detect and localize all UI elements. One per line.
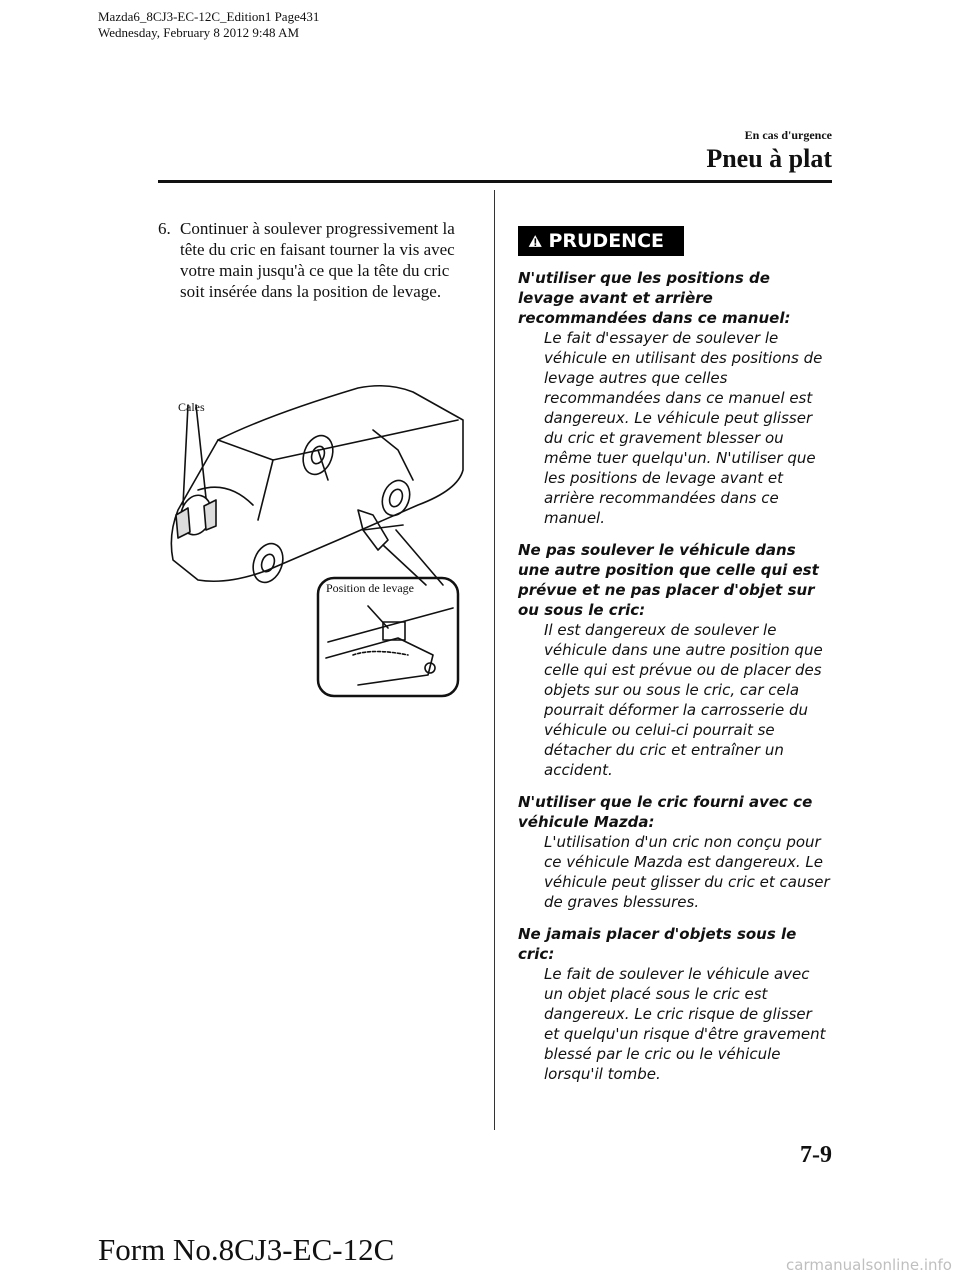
form-number: Form No.8CJ3-EC-12C xyxy=(98,1232,395,1267)
step-number: 6. xyxy=(158,219,171,238)
caution-item xyxy=(518,792,830,912)
print-header xyxy=(98,9,319,41)
label-jack-point: Position de levage xyxy=(326,581,414,595)
step-instruction xyxy=(158,218,478,302)
caution-badge xyxy=(518,226,684,256)
page-title: Pneu à plat xyxy=(706,144,832,173)
jack-illustration xyxy=(158,380,468,700)
print-header-date: Wednesday, February 8 2012 9:48 AM xyxy=(98,25,300,40)
caution-item xyxy=(518,924,830,1084)
caution-item xyxy=(518,540,830,780)
column-divider xyxy=(494,190,495,1130)
step-text: Continuer à soulever progressivement la tête du cric en faisant tourner la vis avec votre main jusqu'à ce que la tête du cric soit insérée dans la position de levage. xyxy=(180,219,455,301)
caution-box xyxy=(518,226,830,1084)
caution-heading: N'utiliser que le cric fourni avec ce véhicule Mazda: xyxy=(518,793,813,831)
caution-heading: Ne jamais placer d'objets sous le cric: xyxy=(518,925,797,963)
page-number: 7-9 xyxy=(800,1142,832,1168)
caution-heading: N'utiliser que les positions de levage avant et arrière recommandées dans ce manuel: xyxy=(518,269,791,327)
watermark: carmanualsonline.info xyxy=(786,1256,952,1274)
caution-badge-label: PRUDENCE xyxy=(548,230,664,252)
caution-body: Le fait de soulever le véhicule avec un objet placé sous le cric est dangereux. Le cric risque de glisser et quelqu'un risque d'être gravement blessé par le cric ou le véhicule lorsqu'il tombe. xyxy=(544,965,826,1083)
print-header-file: Mazda6_8CJ3-EC-12C_Edition1 Page431 xyxy=(98,9,320,24)
label-chocks: Cales xyxy=(178,400,205,414)
warning-icon xyxy=(528,231,542,251)
caution-body: Le fait d'essayer de soulever le véhicule en utilisant des positions de levage autres que celles recommandées dans ce manuel est dangereux. Le véhicule peut glisser du cric et gravement blesser ou même tuer quelqu'un. N'utiliser que les positions de levage avant et arrière recommandées dans ce manuel. xyxy=(544,329,823,527)
caution-body: L'utilisation d'un cric non conçu pour ce véhicule Mazda est dangereux. Le véhicule peut glisser du cric et causer de graves blessures. xyxy=(544,833,830,911)
caution-heading: Ne pas soulever le véhicule dans une autre position que celle qui est prévue et ne pas placer d'objet sur ou sous le cric: xyxy=(518,541,819,619)
car-on-jack-drawing xyxy=(158,380,468,700)
header-divider xyxy=(158,180,832,183)
caution-body: Il est dangereux de soulever le véhicule dans une autre position que celle qui est prévue ou de placer des objets sur ou sous le cric, car cela pourrait déformer la carrosserie du véhicule ou celui-ci pourrait se détacher du cric et entraîner un accident. xyxy=(544,621,823,779)
caution-item xyxy=(518,268,830,528)
section-category: En cas d'urgence xyxy=(744,128,832,142)
